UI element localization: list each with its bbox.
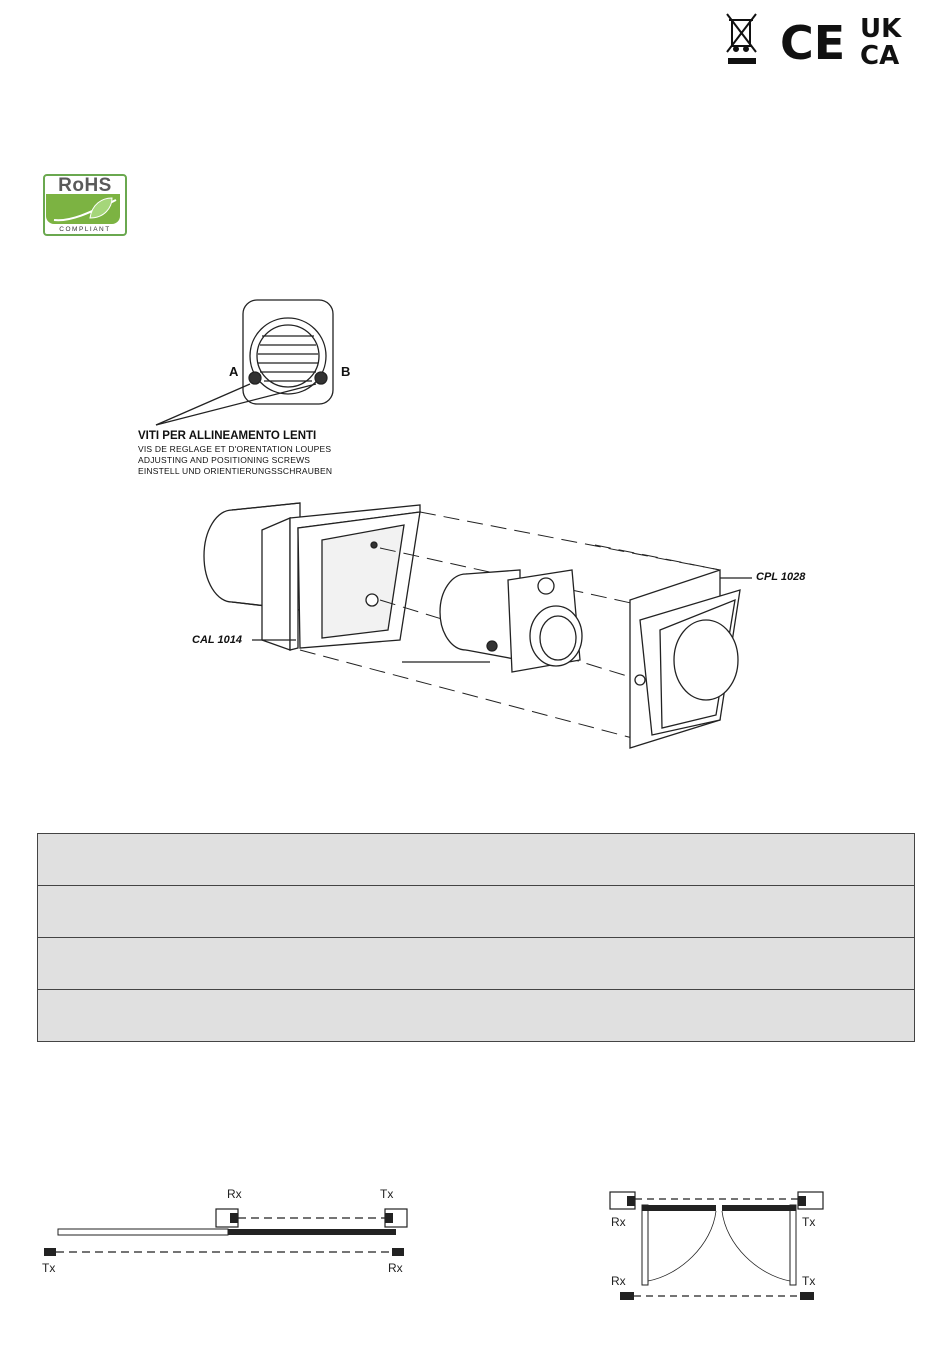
rohs-subtitle: COMPLIANT [59,226,111,233]
part-label-cpl: CPL 1028 [756,571,806,583]
right-rx-bottom-label: Rx [611,1274,626,1288]
right-rx-top-label: Rx [611,1215,626,1229]
right-tx-top-label: Tx [802,1215,816,1229]
ce-mark-icon: CE [780,16,846,70]
table-cell [38,834,915,886]
info-table [37,833,915,1042]
table-row [38,990,915,1042]
rohs-title: RoHS [58,175,112,196]
left-tx-top-label: Tx [380,1187,394,1201]
table-cell [38,938,915,990]
left-rx-top-label: Rx [227,1187,242,1201]
left-rx-bottom-label: Rx [388,1261,403,1275]
table-cell [38,990,915,1042]
screws-line-de: EINSTELL UND ORIENTIERUNGSSCHRAUBEN [138,466,333,476]
screws-title: VITI PER ALLINEAMENTO LENTI [138,430,317,442]
table-cell [38,886,915,938]
table-row [38,834,915,886]
ukca-mark-icon: UK [860,14,902,44]
screws-line-en: ADJUSTING AND POSITIONING SCREWS [138,455,311,465]
svg-text:CA: CA [860,41,900,70]
sliding-gate-diagram [40,1195,420,1275]
left-tx-bottom-label: Tx [42,1261,56,1275]
part-label-cal: CAL 1014 [192,634,242,646]
screw-a-label: A [229,364,239,379]
table-row [38,886,915,938]
table-row [38,938,915,990]
screws-line-fr: VIS DE REGLAGE ET D'ORENTATION LOUPES [138,444,332,454]
right-tx-bottom-label: Tx [802,1274,816,1288]
screw-b-label: B [341,364,351,379]
